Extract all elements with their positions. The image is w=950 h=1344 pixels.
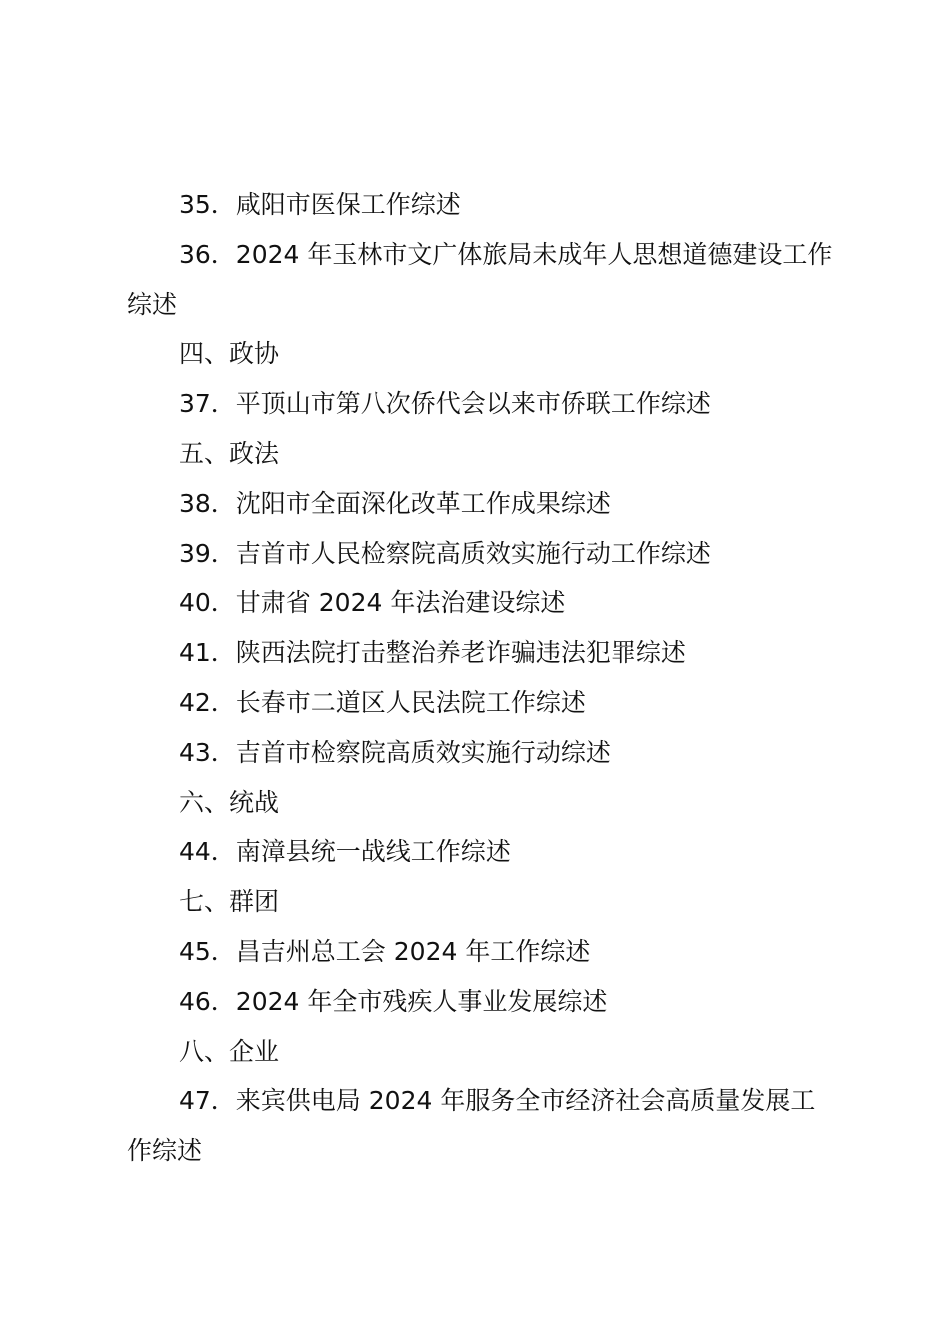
section-heading-cppcc: 四、政协 [179,339,280,369]
toc-item-46: 46．2024 年全市残疾人事业发展综述 [179,986,608,1016]
section-heading-united-front: 六、统战 [179,787,280,817]
toc-item-42: 42．长春市二道区人民法院工作综述 [179,687,586,717]
toc-item-45: 45．昌吉州总工会 2024 年工作综述 [179,936,591,966]
toc-item-36: 36．2024 年玉林市文广体旅局未成年人思想道德建设工作综述 [127,239,833,319]
section-heading-enterprises: 八、企业 [179,1036,280,1066]
toc-item-43: 43．吉首市检察院高质效实施行动综述 [179,737,611,767]
toc-item-37: 37．平顶山市第八次侨代会以来市侨联工作综述 [179,389,711,419]
section-heading-politics-law: 五、政法 [179,438,280,468]
toc-item-38: 38．沈阳市全面深化改革工作成果综述 [179,488,611,518]
toc-item-41: 41．陕西法院打击整治养老诈骗违法犯罪综述 [179,638,686,668]
toc-list [127,180,835,1176]
section-heading-mass-organizations: 七、群团 [179,887,280,917]
toc-item-39: 39．吉首市人民检察院高质效实施行动工作综述 [179,538,711,568]
toc-item-44: 44．南漳县统一战线工作综述 [179,837,511,867]
toc-item-47: 47．来宾供电局 2024 年服务全市经济社会高质量发展工作综述 [127,1086,816,1166]
toc-item-40: 40．甘肃省 2024 年法治建设综述 [179,588,566,618]
toc-item-35: 35．咸阳市医保工作综述 [179,190,461,219]
